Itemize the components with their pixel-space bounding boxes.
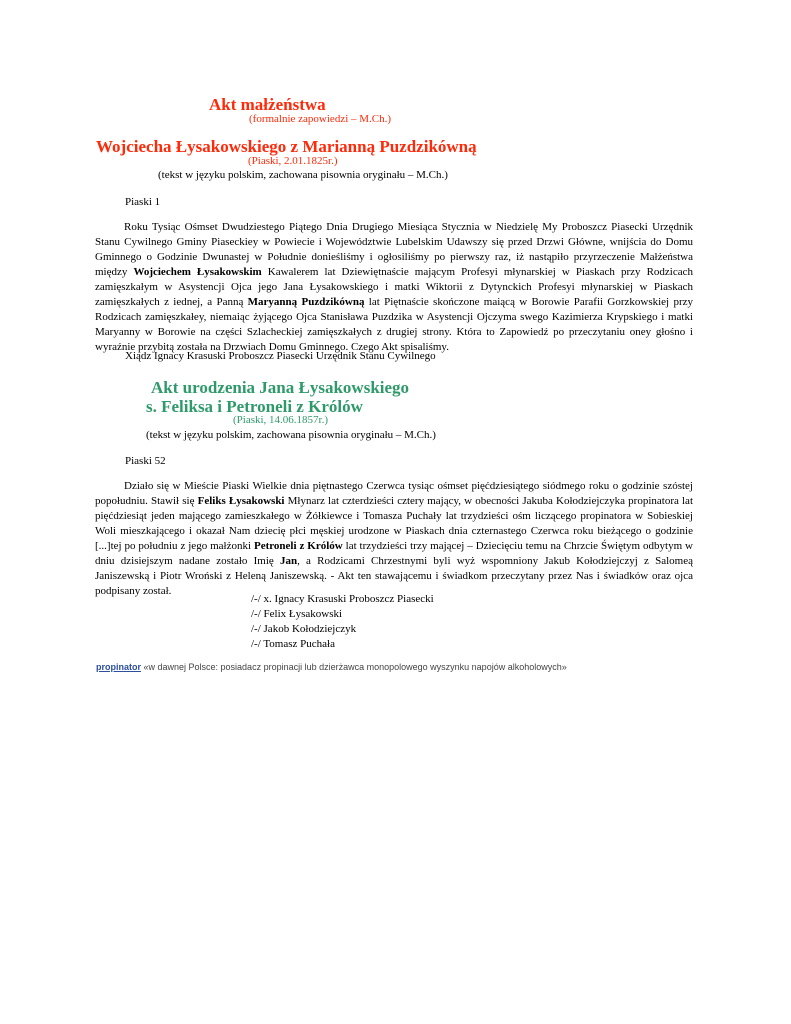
record2-place-date: (Piaski, 14.06.1857r.) (233, 414, 329, 426)
record2-parents: s. Feliksa i Petroneli z Królów (146, 397, 363, 416)
record2-paragraph (95, 479, 693, 599)
signature-line: /-/ Tomasz Puchała (251, 638, 335, 650)
record1-bride-name: Maryanną Puzdzikówną (247, 296, 365, 308)
record1-paragraph (95, 220, 693, 355)
record2-note: (tekst w języku polskim, zachowana pisownia oryginału – M.Ch.) (146, 429, 436, 441)
record1-title: Akt małżeństwa (209, 95, 326, 114)
record1-text-c: lat Piętnaście skończone maiącą w Borowie Parafii Gorzkowskiej przy Rodzicach zamięszkałey, niemaiąc żyjącego Ojca Stanisława Puzdzika w Asystencji Ojczyma swego Kazimierza Krypskiego i matki Maryanny w Borowie na części Szlacheckiej zamięszkałych z drugiej strony. Która to Zapowiedź po przeczytaniu oney głośno i wyraźnie przybitą została na Drzwiach Domu Gminnego. Czego Akt spisaliśmy. (95, 296, 693, 353)
record1-number: Piaski 1 (125, 196, 161, 208)
record1-names: Wojciecha Łysakowskiego z Marianną Puzdzikówną (96, 137, 477, 156)
record2-text-d: , a Rodzicami Chrzestnymi byli wyż wspomniony Jakub Kołodziejczyj z Salomeą Janiszewską i Piotr Wroński z Heleną Janiszewską. - Akt ten stawającemu i świadkom przeczytany przez Nas i świadków oraz ojca podpisany został. (95, 555, 693, 597)
signature-line: /-/ x. Ignacy Krasuski Proboszcz Piasecki (251, 593, 434, 605)
record2-father-name: Feliks Łysakowski (197, 495, 285, 507)
record2-mother-name: Petroneli z Królów (253, 540, 343, 552)
footnote-term-link[interactable]: propinator (96, 662, 141, 672)
record2-number: Piaski 52 (125, 455, 166, 467)
footnote (96, 662, 567, 672)
record2-signature-list (251, 592, 434, 652)
signature-line: /-/ Jakob Kołodziejczyk (251, 623, 357, 635)
signature-line: /-/ Felix Łysakowski (251, 608, 343, 620)
record1-note: (tekst w języku polskim, zachowana pisownia oryginału – M.Ch.) (158, 169, 448, 181)
record2-text-c: lat trzydzieści trzy mającej – Dziecięciu temu na Chrzcie Świętym odbytym w dniu dzisiejszym nadane zostało Imię (95, 540, 693, 567)
record2-text-a: Działo się w Mieście Piaski Wielkie dnia piętnastego Czerwca tysiąc ośmset pięćdziesiątego siódmego roku o godzinie szóstej popołudniu. Stawił się (95, 480, 693, 507)
record1-subtitle: (formalnie zapowiedzi – M.Ch.) (249, 113, 392, 125)
record1-signature: Xiądz Ignacy Krasuski Proboszcz Piasecki Urzędnik Stanu Cywilnego (125, 350, 436, 362)
record1-place-date: (Piaski, 2.01.1825r.) (248, 155, 338, 167)
record1-text-a: Roku Tysiąc Ośmset Dwudziestego Piątego Dnia Drugiego Miesiąca Stycznia w Niedzielę My Proboszcz Piasecki Urzędnik Stanu Cywilnego Gminy Piaseckiey w Powiecie i Województwie Lubelskim Udawszy się przed Drzwi Główne, wnijścia do Domu Gminnego o Godzinie Dwunastej w Południe donieśliśmy i ogłosiliśmy po pierwszy raz, iż nastąpiło przyrzeczenie Małżeństwa między (95, 221, 693, 278)
record1-groom-name: Wojciechem Łysakowskim (133, 266, 262, 278)
record2-title: Akt urodzenia Jana Łysakowskiego (151, 378, 410, 397)
record2-text-b: Młynarz lat czterdzieści cztery mający, w obecności Jakuba Kołodziejczyka propinatora lat pięćdziesiąt jeden mającego zamieszkałego w Żółkiewce i Tomasza Puchały lat trzydzieści ośm liczącego propinatora w Sobieskiej Woli mieszkającego i okazał Nam dziecię płci męskiej urodzone w Piaskach dnia czternastego Czerwca roku bieżącego o godzinie [...]tej po południu z jego małżonki (95, 495, 693, 552)
record1-text-b: Kawalerem lat Dziewiętnaście mającym Profesyi młynarskiej w Piaskach przy Rodzicach zamięszkałym w Asystencji Ojca jego Jana Łysakowskiego i matki Wiktorii z Dytynckich Profesyi młynarskiej w Piaskach zamięszkałych z iednej, a Panną (95, 266, 693, 308)
record2-child-name: Jan (279, 555, 298, 567)
footnote-definition: «w dawnej Polsce: posiadacz propinacji lub dzierżawca monopolowego wyszynku napojów alkoholowych» (141, 662, 567, 672)
